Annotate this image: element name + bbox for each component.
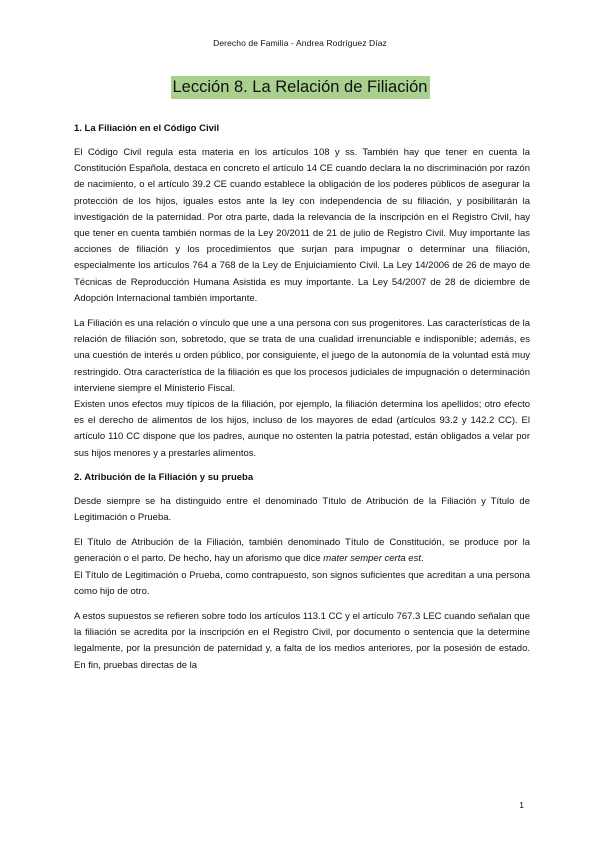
paragraph-2: La Filiación es una relación o vínculo que une a una persona con sus progenitores. Las características de la relación de filiación son, sobretodo, que se trata de una cualidad irrenunciable e indisponible; además, es una cuestión de interés u orden público, por consiguiente, el juego de la autonomía de la voluntad está muy restringido. Otra característica de la filiación es que los procesos judiciales de impugnación o determinación interviene siempre el Ministerio Fiscal. bbox=[74, 318, 530, 394]
paragraph-3: Existen unos efectos muy típicos de la filiación, por ejemplo, la filiación determina los apellidos; otro efecto es el derecho de alimentos de los hijos, incluso de los mayores de edad (artículos 93.2 y 142.2 CC). El artículo 110 CC dispone que los padres, aunque no ostenten la patria potestad, están obligados a velar por sus hijos menores y a prestarles alimentos. bbox=[74, 399, 530, 459]
document-body bbox=[74, 122, 530, 674]
paragraph-7: A estos supuestos se refieren sobre todo los artículos 113.1 CC y el artículo 767.3 LEC cuando señalan que la filiación se acredita por la inscripción en el Registro Civil, por documento o sentencia que la determine legalmente, por la presunción de paternidad y, a falta de los medios anteriores, por la posesión de estado. En fin, pruebas directas de la bbox=[74, 611, 530, 671]
running-header: Derecho de Familia - Andrea Rodríguez Díaz bbox=[213, 38, 387, 48]
section-heading-2: 2. Atribución de la Filiación y su prueba bbox=[74, 471, 254, 483]
paragraph-5-end: . bbox=[420, 553, 424, 565]
paragraph-4: Desde siempre se ha distinguido entre el denominado Título de Atribución de la Filiación y Título de Legitimación o Prueba. bbox=[74, 495, 530, 524]
paragraph-5 bbox=[74, 535, 530, 567]
paragraph-6: El Título de Legitimación o Prueba, como contrapuesto, son signos suficientes que acreditan a una persona como hijo de otro. bbox=[74, 569, 530, 597]
page-number: 1 bbox=[519, 800, 524, 810]
section-heading-1: 1. La Filiación en el Código Civil bbox=[74, 123, 220, 134]
title-wrapper bbox=[0, 76, 600, 99]
lesson-title: Lección 8. La Relación de Filiación bbox=[171, 76, 430, 99]
latin-aphorism: mater semper certa est bbox=[323, 553, 421, 565]
paragraph-5-text: El Título de Atribución de la Filiación, también denominado Título de Constitución, se produce por la generación o el parto. De hecho, hay un aforismo que dice bbox=[74, 537, 530, 565]
paragraph-1: El Código Civil regula esta materia en los artículos 108 y ss. También hay que tener en cuenta la Constitución Española, destaca en concreto el artículo 14 CE cuando declara la no discriminación por razón de nacimiento, o el artículo 39.2 CE cuando establece la obligación de los poderes públicos de asegurar la protección de los hijos, iguales estos ante la ley con independencia de su filiación, y posibilitarán la investigación de la paternidad. Por otra parte, dada la relevancia de la inscripción en el Registro Civil, hay que tener en cuenta también normas de la Ley 20/2011 de 21 de julio de Registro Civil. Muy importante las acciones de filiación y los procedimientos que surjan para impugnar o determinar una filiación, especialmente los artículos 764 a 768 de la Ley de Enjuiciamiento Civil. La Ley 14/2006 de 26 de mayo de Técnicas de Reproducción Humana Asistida es muy importante. La Ley 54/2007 de 28 de diciembre de Adopción Internacional también importante. bbox=[74, 147, 530, 304]
